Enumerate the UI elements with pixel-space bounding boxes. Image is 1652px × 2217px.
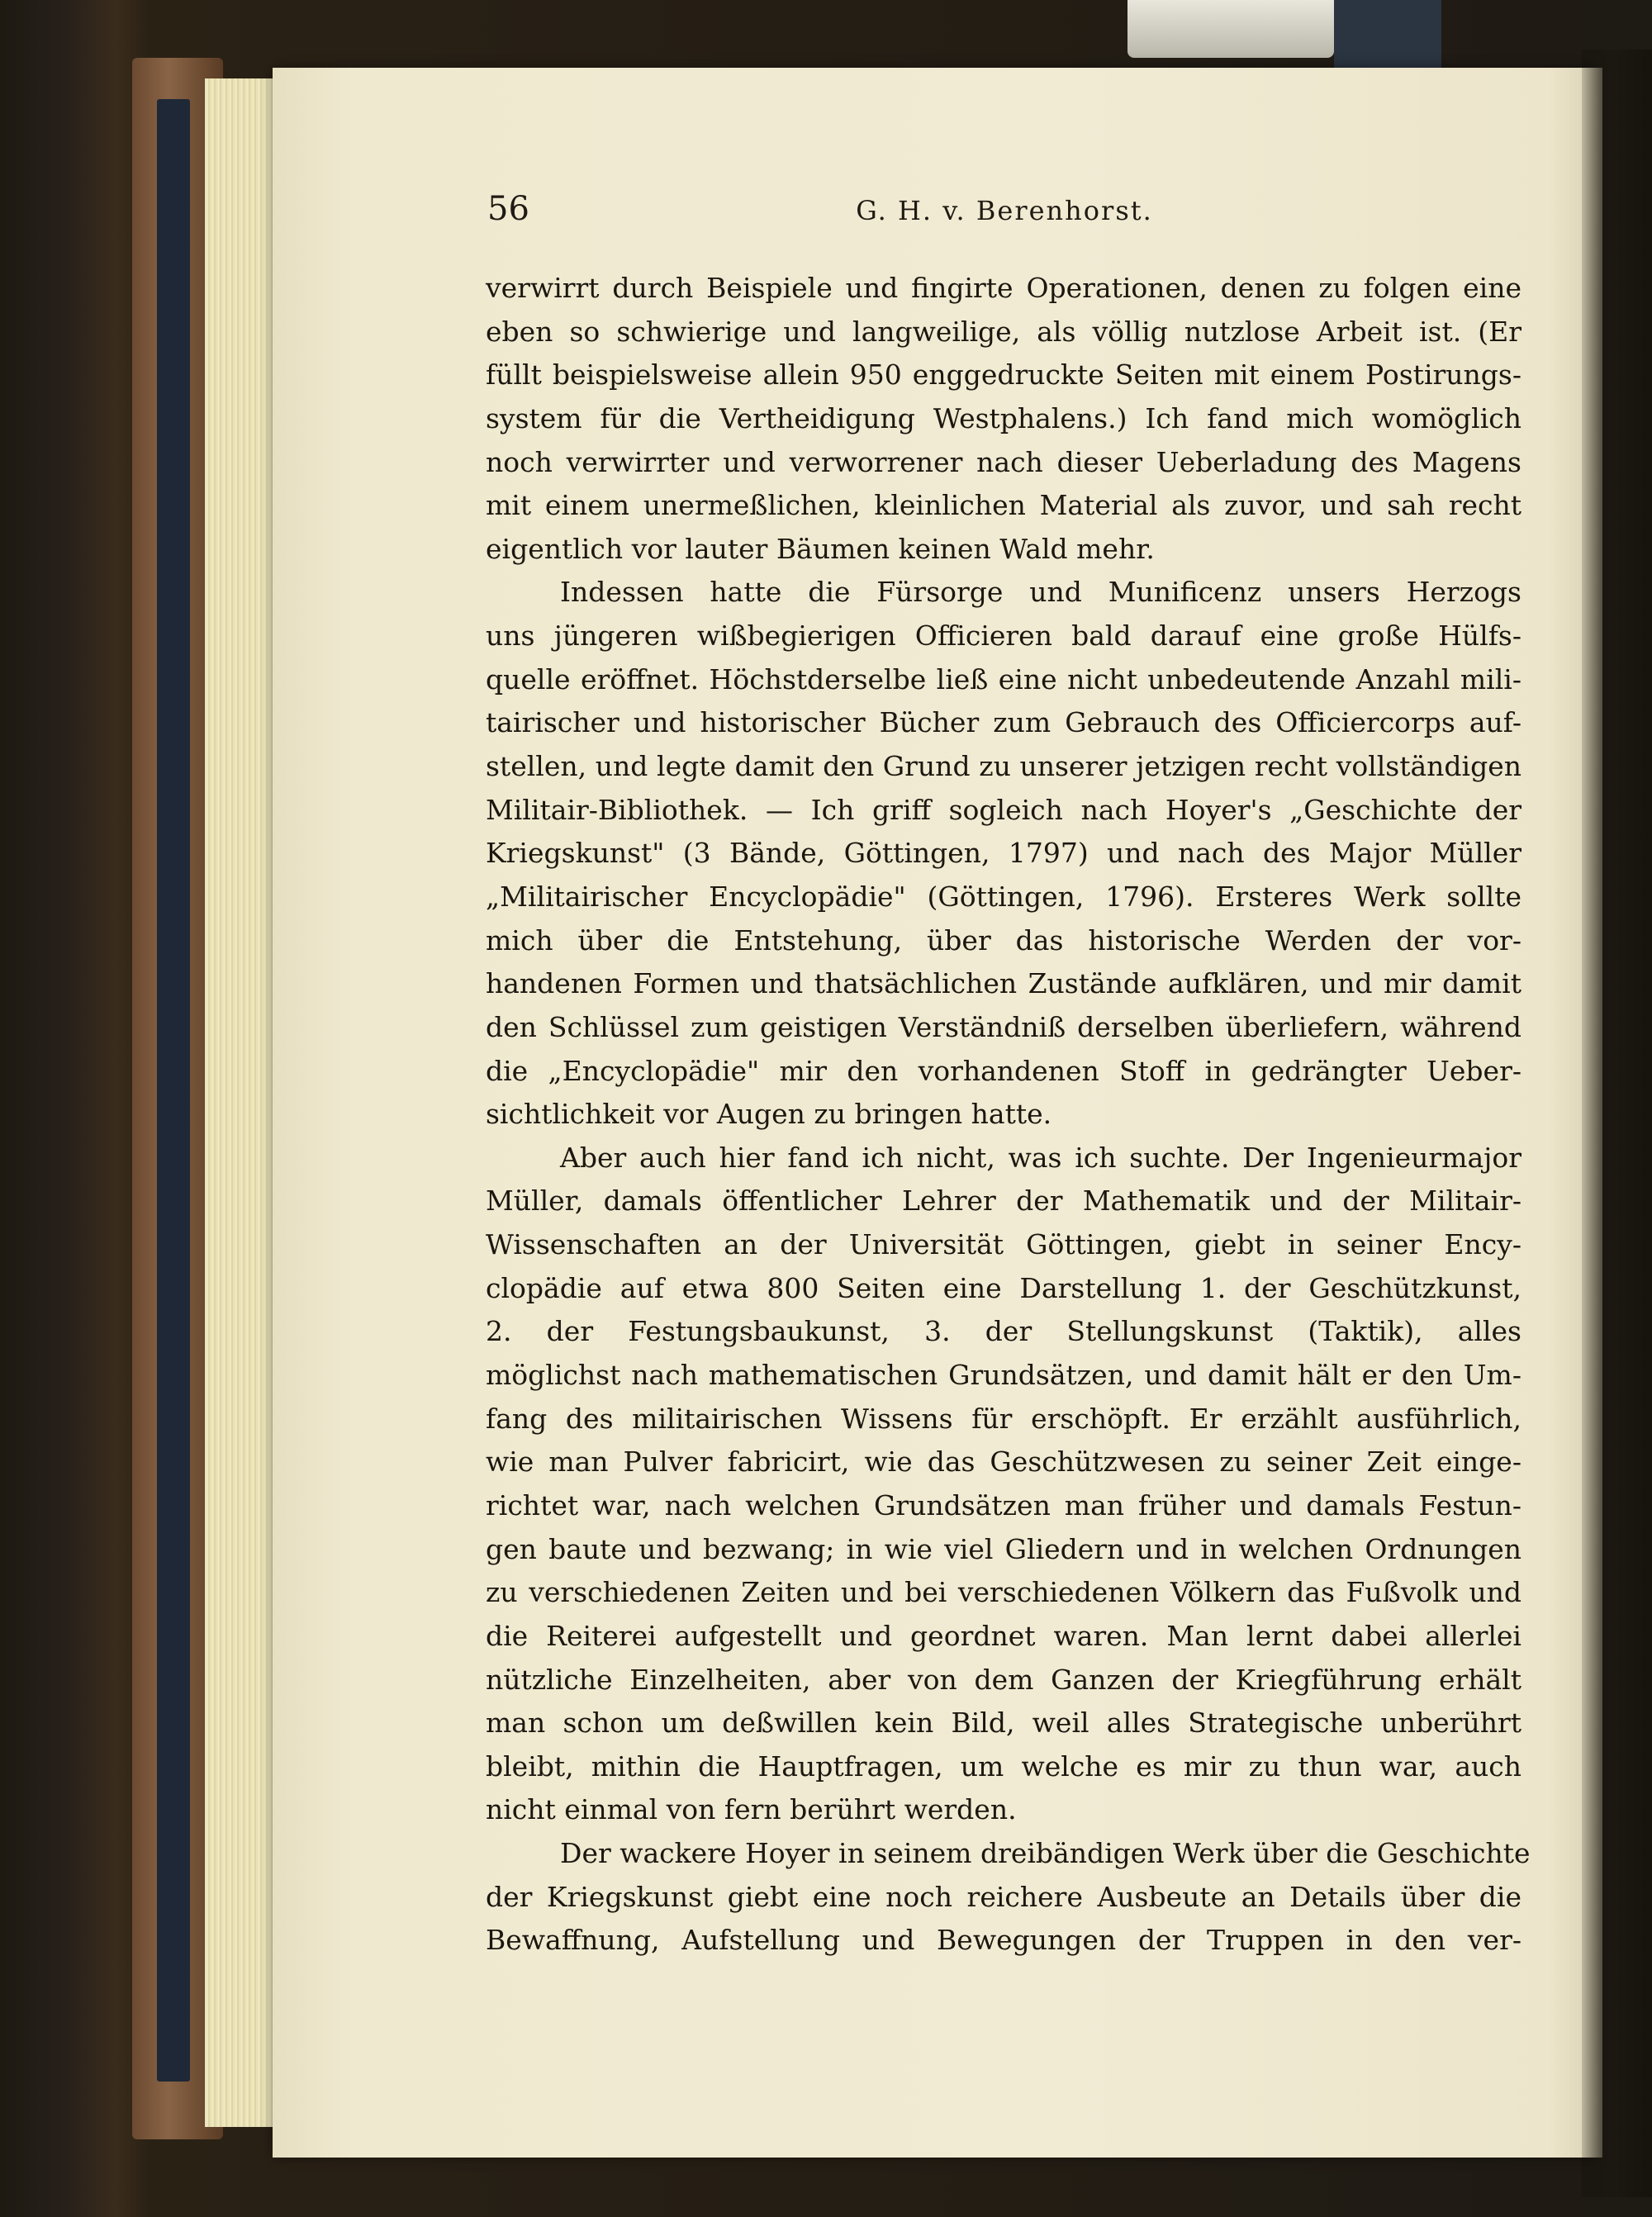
text-line: richtet war, nach welchen Grundsätzen man früher und damals Festun-	[486, 1488, 1521, 1522]
text-line: Aber auch hier fand ich nicht, was ich suchte. Der Ingenieurmajor	[560, 1141, 1521, 1174]
text-line: eben so schwierige und langweilige, als völlig nutzlose Arbeit ist. (Er	[486, 315, 1521, 348]
text-line: stellen, und legte damit den Grund zu unserer jetzigen recht vollständigen	[486, 750, 1521, 783]
text-line: Müller, damals öffentlicher Lehrer der Mathematik und der Militair-	[486, 1184, 1521, 1218]
page-number: 56	[487, 190, 529, 228]
text-line: die Reiterei aufgestellt und geordnet waren. Man lernt dabei allerlei	[486, 1619, 1521, 1652]
text-line: mit einem unermeßlichen, kleinlichen Material als zuvor, und sah recht	[486, 489, 1521, 522]
page-header	[487, 188, 1521, 238]
page-text-body	[486, 267, 1531, 1963]
book-cover-inner	[157, 99, 190, 2082]
text-line: nützliche Einzelheiten, aber von dem Ganzen der Kriegführung erhält	[486, 1663, 1521, 1696]
text-line: 2. der Festungsbaukunst, 3. der Stellungskunst (Taktik), alles	[486, 1315, 1521, 1348]
text-line: mich über die Entstehung, über das historische Werden der vor-	[486, 923, 1521, 957]
paper-clip	[1127, 0, 1334, 58]
text-line: handenen Formen und thatsächlichen Zustände aufklären, und mir damit	[486, 967, 1521, 1000]
text-line: den Schlüssel zum geistigen Verständniß derselben überliefern, während	[486, 1010, 1521, 1043]
text-line: system für die Vertheidigung Westphalens.) Ich fand mich womöglich	[486, 401, 1521, 434]
text-line: Bewaffnung, Aufstellung und Bewegungen der Truppen in den ver-	[486, 1924, 1521, 1957]
text-line: sichtlichkeit vor Augen zu bringen hatte.	[486, 1098, 1052, 1131]
text-line: tairischer und historischer Bücher zum Gebrauch des Officiercorps auf-	[486, 706, 1521, 739]
text-line: bleibt, mithin die Hauptfragen, um welche es mir zu thun war, auch	[486, 1749, 1521, 1783]
text-line: wie man Pulver fabricirt, wie das Geschützwesen zu seiner Zeit einge-	[486, 1446, 1521, 1479]
text-line: verwirrt durch Beispiele und fingirte Operationen, denen zu folgen eine	[486, 272, 1521, 304]
text-line: nicht einmal von fern berührt werden.	[486, 1793, 1017, 1826]
gutter-shadow	[1582, 50, 1652, 2197]
text-line: noch verwirrter und verworrener nach dieser Ueberladung des Magens	[486, 445, 1521, 478]
text-line: quelle eröffnet. Höchstderselbe ließ eine nicht unbedeutende Anzahl mili-	[486, 662, 1521, 695]
text-line: der Kriegskunst giebt eine noch reichere Ausbeute an Details über die	[486, 1880, 1521, 1913]
text-line: Kriegskunst" (3 Bände, Göttingen, 1797) und nach des Major Müller	[486, 837, 1521, 870]
text-line: möglichst nach mathematischen Grundsätzen, und damit hält er den Um-	[486, 1359, 1521, 1392]
text-line: clopädie auf etwa 800 Seiten eine Darstellung 1. der Geschützkunst,	[486, 1271, 1521, 1304]
text-line: fang des militairischen Wissens für erschöpft. Er erzählt ausführlich,	[486, 1402, 1521, 1435]
text-line: man schon um deßwillen kein Bild, weil alles Strategische unberührt	[486, 1707, 1521, 1740]
text-line: die „Encyclopädie" mir den vorhandenen Stoff in gedrängter Ueber-	[486, 1054, 1521, 1087]
text-line: gen baute und bezwang; in wie viel Gliedern und in welchen Ordnungen	[486, 1532, 1521, 1565]
text-line: uns jüngeren wißbegierigen Officieren bald darauf eine große Hülfs-	[486, 620, 1521, 653]
text-line: Der wackere Hoyer in seinem dreibändigen Werk über die Geschichte	[560, 1837, 1531, 1870]
running-head: G. H. v. Berenhorst.	[856, 195, 1153, 226]
text-line: füllt beispielsweise allein 950 enggedruckte Seiten mit einem Postirungs-	[486, 358, 1521, 392]
text-line: eigentlich vor lauter Bäumen keinen Wald mehr.	[486, 532, 1155, 565]
text-line: Indessen hatte die Fürsorge und Munificenz unsers Herzogs	[560, 576, 1521, 609]
text-line: Wissenschaften an der Universität Göttingen, giebt in seiner Ency-	[486, 1228, 1521, 1261]
text-line: zu verschiedenen Zeiten und bei verschiedenen Völkern das Fußvolk und	[486, 1576, 1521, 1609]
clip-shadow	[1334, 0, 1441, 68]
text-line: „Militairischer Encyclopädie" (Göttingen, 1796). Ersteres Werk sollte	[486, 880, 1521, 913]
text-line: Militair-Bibliothek. — Ich griff sogleich nach Hoyer's „Geschichte der	[486, 793, 1521, 826]
